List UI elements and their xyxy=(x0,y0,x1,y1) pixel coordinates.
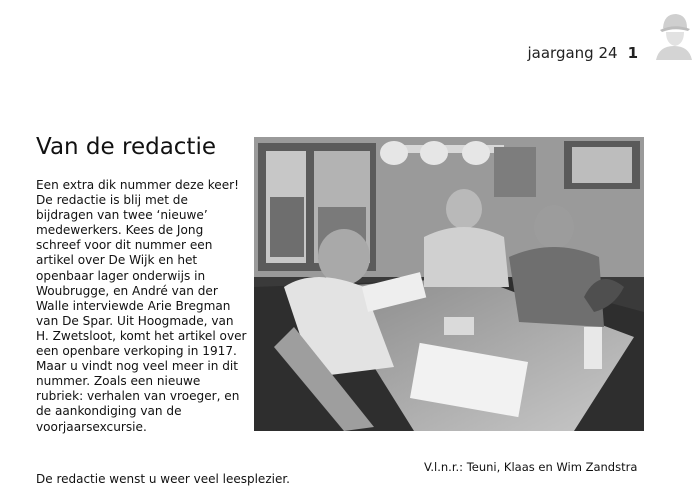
article-body: Een extra dik nummer deze keer! De redactie is blij met de bijdragen van twee ‘nieuwe’ medewerkers. Kees de Jong schreef voor dit nummer een artikel over De Wijk en het openbaar lager onderwijs in Woubrugge, en André van der Walle interviewde Arie Bregman van De Spar. Uit Hoogmade, van H. Zwetsloot, komt het artikel over een openbare verkoping in 1917. Maar u vindt nog veel meer in dit nummer. Zoals een nieuwe rubriek: verhalen van vroeger, en de aankondiging van de voorjaarsexcursie. xyxy=(36,178,247,434)
issue-number: 1 xyxy=(627,44,638,62)
photo-caption: V.l.n.r.: Teuni, Klaas en Wim Zandstra xyxy=(424,460,638,474)
photo xyxy=(254,137,644,431)
article-title: Van de redactie xyxy=(36,134,216,160)
portrait-logo-icon xyxy=(654,8,694,60)
volume-label: jaargang 24 xyxy=(527,44,618,62)
closing-line: De redactie wenst u weer veel leesplezier. xyxy=(36,472,290,486)
page-header xyxy=(528,44,639,62)
